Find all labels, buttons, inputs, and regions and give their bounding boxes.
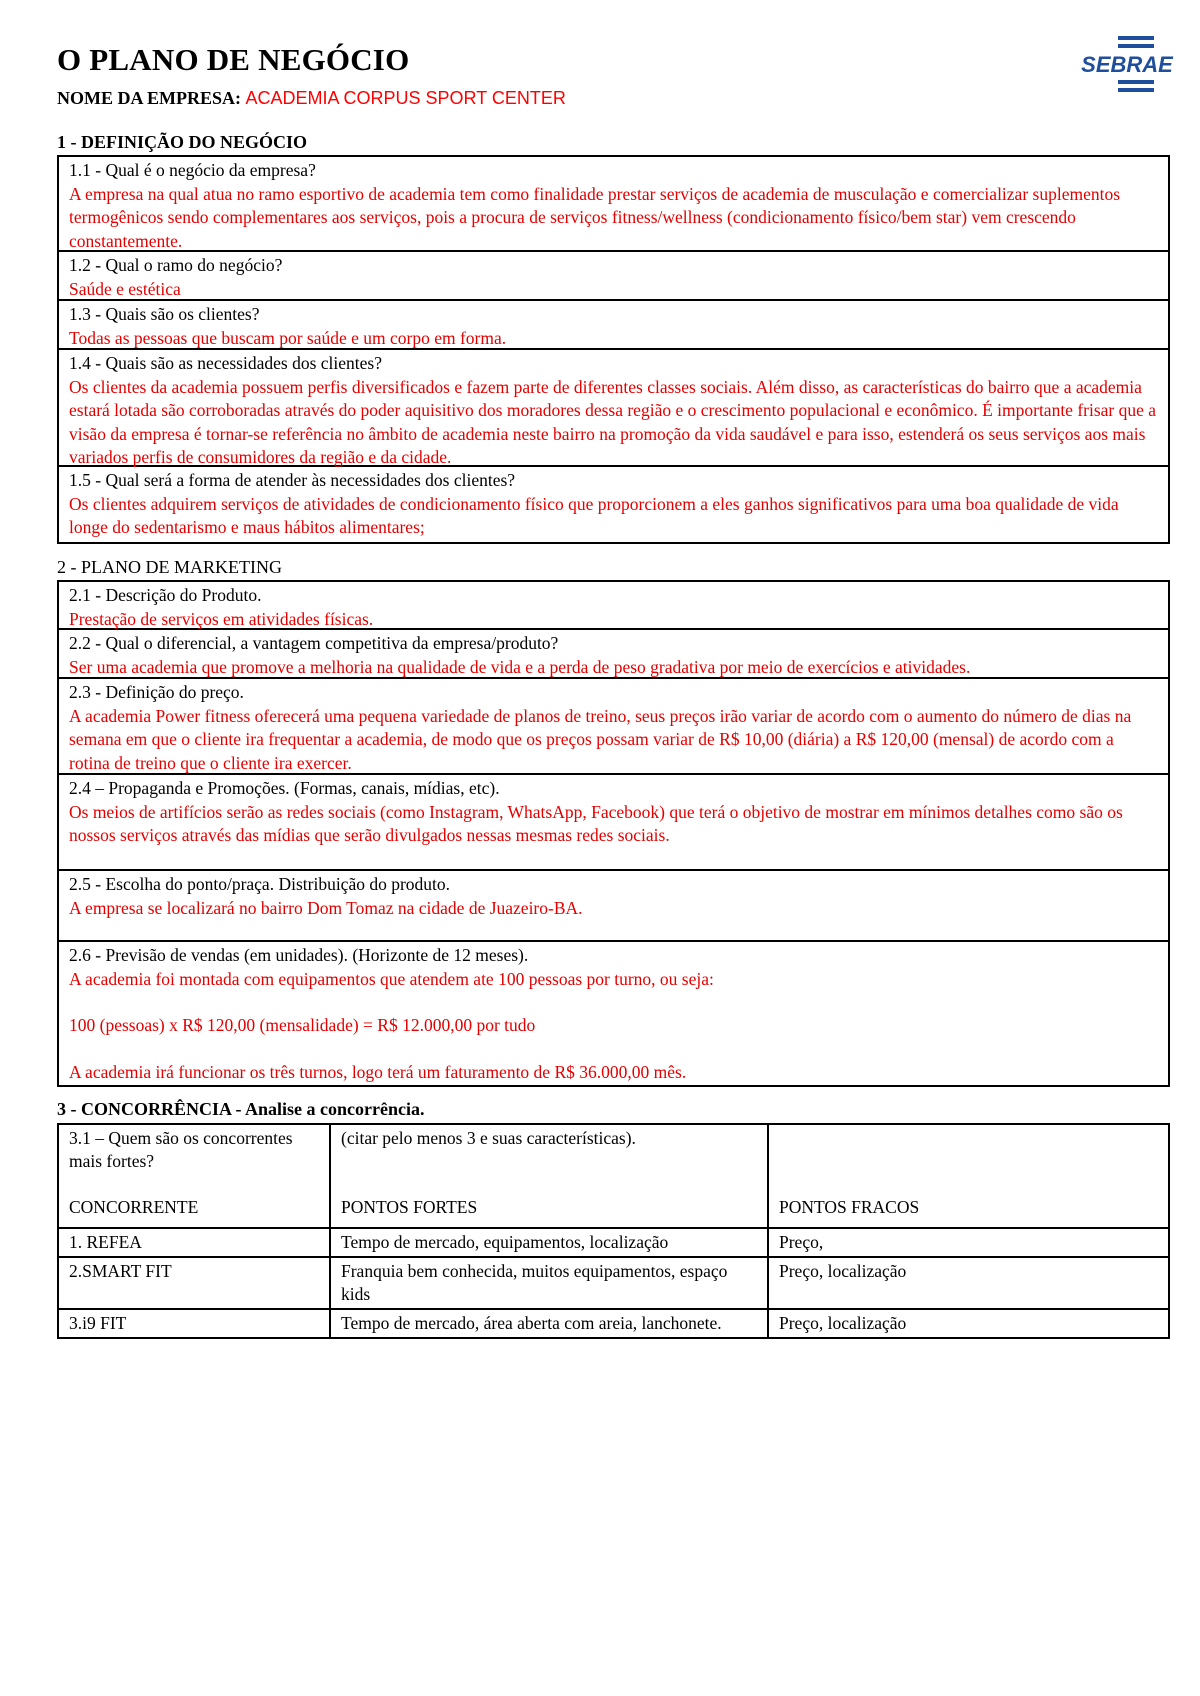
header-cell bbox=[768, 1124, 1169, 1228]
question-1-4 bbox=[59, 350, 1168, 467]
competitors-table bbox=[57, 1123, 1170, 1339]
column-header-pontos-fortes: PONTOS FORTES bbox=[341, 1197, 478, 1217]
question-text: 2.3 - Definição do preço. bbox=[69, 682, 244, 702]
question-text: 2.1 - Descrição do Produto. bbox=[69, 585, 262, 605]
answer-text: Prestação de serviços em atividades físicas. bbox=[69, 608, 374, 629]
section2-box bbox=[57, 580, 1170, 1087]
section1-box bbox=[57, 155, 1170, 544]
section2-heading: 2 - PLANO DE MARKETING bbox=[57, 557, 282, 577]
question-1-5 bbox=[59, 467, 1168, 542]
competitor-name: 2.SMART FIT bbox=[58, 1257, 330, 1309]
question-text: 2.5 - Escolha do ponto/praça. Distribuição do produto. bbox=[69, 874, 451, 894]
column-header-concorrente: CONCORRENTE bbox=[69, 1197, 199, 1217]
company-label: NOME DA EMPRESA: bbox=[57, 88, 241, 108]
answer-text: Os meios de artifícios serão as redes sociais (como Instagram, WhatsApp, Facebook) que terá o objetivo de mostrar em mínimos detalhes como são os nossos serviços através das mídias que serão divulgados nessas mesmas redes sociais. bbox=[69, 801, 1123, 845]
table-row bbox=[58, 1309, 1169, 1338]
header-cell bbox=[330, 1124, 768, 1228]
competitor-name: 3.i9 FIT bbox=[58, 1309, 330, 1338]
answer-text: Saúde e estética bbox=[69, 278, 181, 299]
logo-text: SEBRAE bbox=[1081, 52, 1173, 77]
competitor-strengths: Franquia bem conhecida, muitos equipamentos, espaço kids bbox=[330, 1257, 768, 1309]
question-1-3 bbox=[59, 301, 1168, 350]
competitor-weaknesses: Preço, localização bbox=[768, 1309, 1169, 1338]
table-header-row bbox=[58, 1124, 1169, 1228]
section3-heading: 3 - CONCORRÊNCIA - Analise a concorrência. bbox=[57, 1099, 425, 1119]
section1-heading: 1 - DEFINIÇÃO DO NEGÓCIO bbox=[57, 132, 308, 152]
question-text: 2.2 - Qual o diferencial, a vantagem competitiva da empresa/produto? bbox=[69, 633, 559, 653]
table-row bbox=[58, 1228, 1169, 1257]
competitor-weaknesses: Preço, bbox=[768, 1228, 1169, 1257]
answer-text: A academia foi montada com equipamentos que atendem ate 100 pessoas por turno, ou seja: bbox=[69, 968, 714, 989]
question-text: 1.5 - Qual será a forma de atender às necessidades dos clientes? bbox=[69, 470, 516, 490]
question-1-1 bbox=[59, 157, 1168, 252]
question-text: 1.1 - Qual é o negócio da empresa? bbox=[69, 160, 316, 180]
question-1-2 bbox=[59, 252, 1168, 301]
answer-text: Os clientes da academia possuem perfis diversificados e fazem parte de diferentes classes sociais. Além disso, as características do bairro que a academia estará lotada são corroboradas através do poder aquisitivo dos moradores dessa região e o crescimento populacional e econômico. É importante frisar que a visão da empresa é tornar-se referência no âmbito de academia neste bairro na promoção da vida saudável e para isso, estenderá os seus serviços aos mais variados perfis de consumidores da região e da cidade. bbox=[69, 376, 1157, 467]
sebrae-logo bbox=[1080, 36, 1175, 96]
company-line bbox=[57, 88, 566, 109]
question-2-6 bbox=[59, 942, 1168, 1085]
question-text: 1.2 - Qual o ramo do negócio? bbox=[69, 255, 283, 275]
question-text: 1.4 - Quais são as necessidades dos clientes? bbox=[69, 353, 382, 373]
competitor-strengths: Tempo de mercado, equipamentos, localização bbox=[330, 1228, 768, 1257]
table-row bbox=[58, 1257, 1169, 1309]
question-text: 2.6 - Previsão de vendas (em unidades). (Horizonte de 12 meses). bbox=[69, 945, 529, 965]
answer-text: A academia Power fitness oferecerá uma pequena variedade de planos de treino, seus preços irão variar de acordo com o aumento do número de dias na semana em que o cliente ira frequentar a academia, de modo que os preços possam variar de R$ 10,00 (diária) a R$ 120,00 (mensal) de acordo com a rotina de treino que o cliente ira exercer. bbox=[69, 705, 1132, 773]
competitor-weaknesses: Preço, localização bbox=[768, 1257, 1169, 1309]
question-text: 1.3 - Quais são os clientes? bbox=[69, 304, 260, 324]
question-2-5 bbox=[59, 871, 1168, 942]
question-2-2 bbox=[59, 630, 1168, 679]
answer-text: A empresa se localizará no bairro Dom Tomaz na cidade de Juazeiro-BA. bbox=[69, 897, 583, 918]
answer-text: A empresa na qual atua no ramo esportivo de academia tem como finalidade prestar serviços de academia de musculação e comercializar suplementos termogênicos sendo complementares aos serviços, pois a procura de serviços fitness/wellness (condicionamento físico/bem star) vem crescendo constantemente. bbox=[69, 183, 1121, 251]
company-name: ACADEMIA CORPUS SPORT CENTER bbox=[245, 88, 566, 108]
column-header-pontos-fracos: PONTOS FRACOS bbox=[779, 1197, 920, 1217]
answer-text: Todas as pessoas que buscam por saúde e um corpo em forma. bbox=[69, 327, 507, 348]
document-title: O PLANO DE NEGÓCIO bbox=[57, 42, 410, 77]
question-2-1 bbox=[59, 582, 1168, 630]
header-cell bbox=[58, 1124, 330, 1228]
question-2-3 bbox=[59, 679, 1168, 775]
question-2-4 bbox=[59, 775, 1168, 871]
answer-text: Os clientes adquirem serviços de atividades de condicionamento físico que proporcionem a eles ganhos significativos para uma boa qualidade de vida longe do sedentarismo e maus hábitos alimentares; bbox=[69, 493, 1119, 537]
hint-text: (citar pelo menos 3 e suas características). bbox=[341, 1128, 636, 1148]
answer-text: A academia irá funcionar os três turnos, logo terá um faturamento de R$ 36.000,00 mês. bbox=[69, 1061, 687, 1082]
answer-text: 100 (pessoas) x R$ 120,00 (mensalidade) = R$ 12.000,00 por tudo bbox=[69, 1015, 536, 1035]
question-text: 3.1 – Quem são os concorrentes mais fortes? bbox=[69, 1128, 293, 1171]
question-text: 2.4 – Propaganda e Promoções. (Formas, canais, mídias, etc). bbox=[69, 778, 500, 798]
competitor-name: 1. REFEA bbox=[58, 1228, 330, 1257]
competitor-strengths: Tempo de mercado, área aberta com areia, lanchonete. bbox=[330, 1309, 768, 1338]
answer-text: Ser uma academia que promove a melhoria na qualidade de vida e a perda de peso gradativa por meio de exercícios e atividades. bbox=[69, 656, 971, 677]
